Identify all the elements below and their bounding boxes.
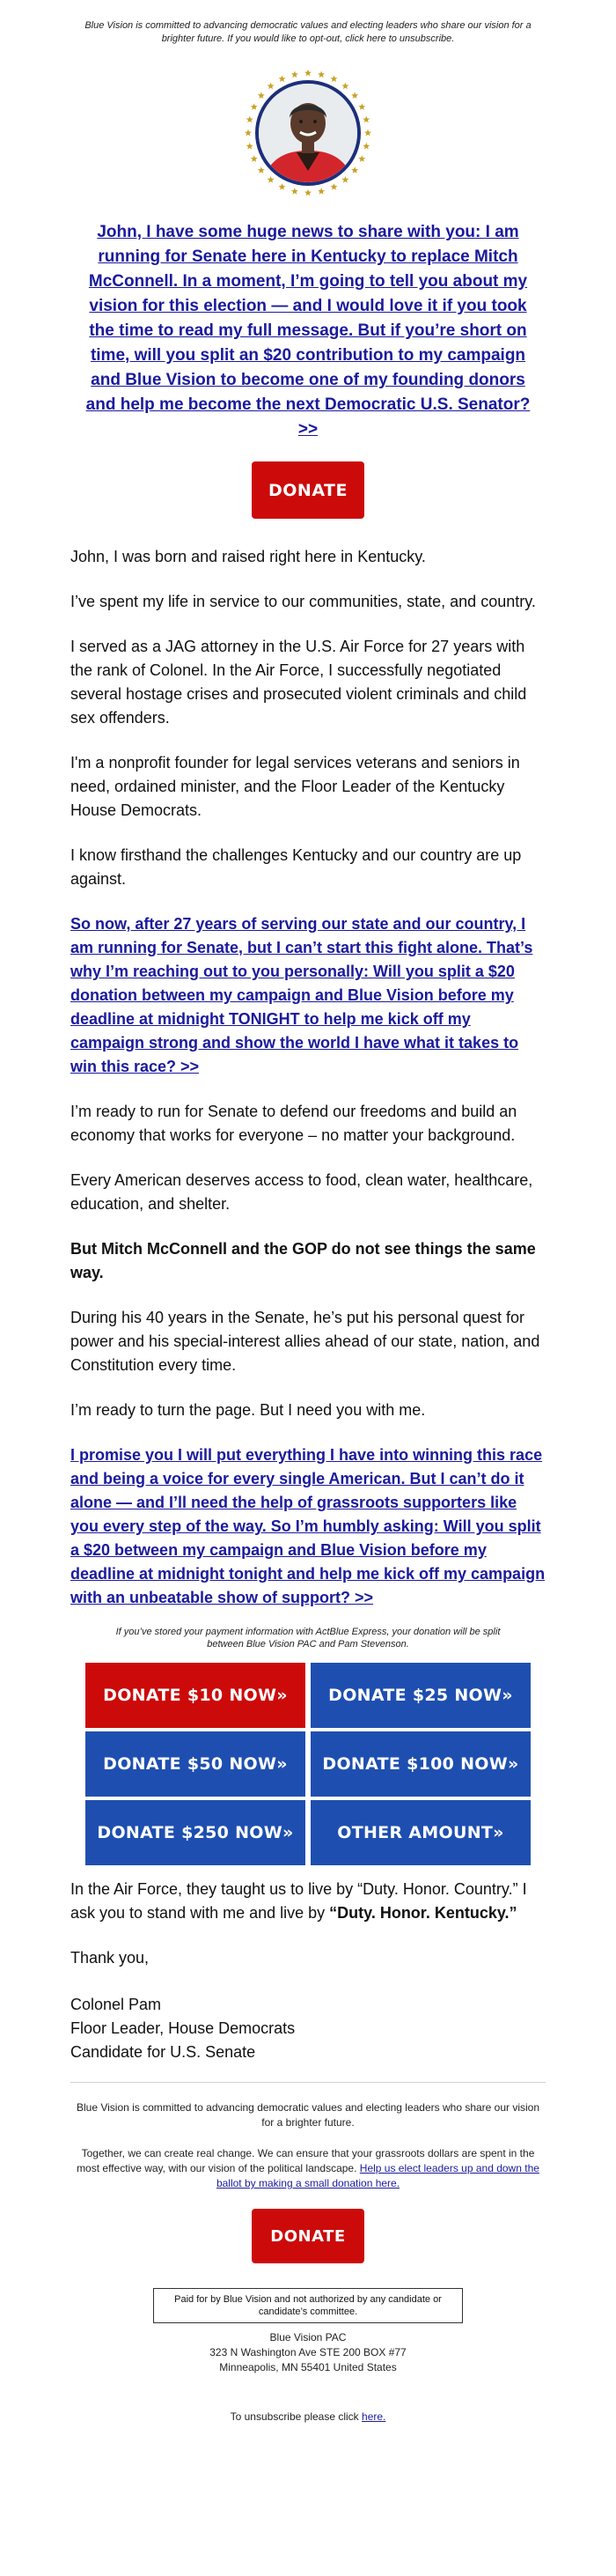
star-icon — [318, 188, 325, 195]
star-icon — [258, 92, 265, 99]
donate-100-button[interactable]: DONATE $100 NOW» — [311, 1731, 531, 1797]
signature-role: Candidate for U.S. Senate — [70, 2043, 256, 2061]
candidate-portrait-icon — [242, 67, 374, 199]
star-icon — [363, 143, 370, 150]
star-icon — [268, 83, 275, 90]
star-icon — [279, 76, 286, 83]
closing-motto-text: In the Air Force, they taught us to live by “Duty. Honor. Country.” I ask you to stand with me and live by — [70, 1880, 527, 1922]
candidate-photo — [242, 67, 374, 199]
address-org: Blue Vision PAC — [269, 2331, 347, 2343]
body-paragraph: Every American deserves access to food, clean water, healthcare, education, and shelter. — [70, 1171, 533, 1213]
star-icon — [358, 103, 365, 110]
star-icon — [291, 188, 298, 195]
star-icon — [351, 92, 358, 99]
star-icon — [268, 176, 275, 183]
body-paragraph-bold: But Mitch McConnell and the GOP do not see things the same way. — [70, 1240, 536, 1281]
email-body — [44, 0, 572, 2423]
body-paragraph: During his 40 years in the Senate, he’s put his personal quest for power and his special-interest allies ahead of our state, nation, and Constitution every time. — [70, 1309, 540, 1374]
donation-amount-grid — [85, 1663, 531, 1865]
body-paragraph: I served as a JAG attorney in the U.S. Air Force for 27 years with the rank of Colonel. In the Air Force, I successfully negotiated several hostage crises and prosecuted violent criminals and child sex offenders. — [70, 638, 527, 727]
star-icon — [279, 183, 286, 190]
star-icon — [364, 129, 371, 137]
body-paragraph: I know firsthand the challenges Kentucky and our country are up against. — [70, 846, 522, 888]
star-icon — [251, 155, 258, 162]
signature-name: Colonel Pam — [70, 1996, 162, 2013]
star-icon — [304, 189, 312, 196]
star-icon — [351, 166, 358, 173]
body-paragraph: John, I was born and raised right here in Kentucky. — [70, 548, 426, 565]
donation-appeal-link[interactable]: I promise you I will put everything I have into winning this race and being a voice for every single American. But I can’t do it alone — and I’ll need the help of grassroots supporters like you every step of the way. So I’m humbly asking: Will you split a $20 between my campaign and Blue Vision before my deadline at midnight tonight and help me kick off my campaign with an unbeatable show of support? >> — [70, 1446, 546, 1606]
star-icon — [331, 76, 338, 83]
donation-appeal-link[interactable]: So now, after 27 years of serving our state and our country, I am running for Senate, but I can’t start this fight alone. That’s why I’m reaching out to you personally: Will you split a $20 donation between my campaign and Blue Vision before my deadline at midnight TONIGHT to help me kick off my campaign strong and show the world I have what it takes to win this race? >> — [70, 915, 533, 1075]
star-icon — [258, 166, 265, 173]
star-icon — [304, 70, 312, 77]
unsubscribe-line — [44, 2410, 572, 2423]
closing-motto-bold: “Duty. Honor. Kentucky.” — [329, 1904, 517, 1922]
footer-donate-link[interactable]: Help us elect leaders up and down the ballot by making a small donation here. — [216, 2162, 539, 2189]
donate-250-button[interactable]: DONATE $250 NOW» — [85, 1800, 305, 1865]
star-icon — [291, 71, 298, 78]
donate-other-amount-button[interactable]: OTHER AMOUNT» — [311, 1800, 531, 1865]
unsubscribe-text: To unsubscribe please click — [230, 2410, 363, 2423]
star-icon — [318, 71, 325, 78]
star-icon — [341, 176, 348, 183]
preheader-text: Blue Vision is committed to advancing democratic values and electing leaders who share our vision for a brighter future. If you would like to opt-out, click here to unsubscribe. — [84, 20, 532, 44]
donate-25-button[interactable]: DONATE $25 NOW» — [311, 1663, 531, 1728]
address-street: 323 N Washington Ave STE 200 BOX #77 — [209, 2346, 407, 2358]
footer-together — [70, 2146, 546, 2191]
donate-50-button[interactable]: DONATE $50 NOW» — [85, 1731, 305, 1797]
closing-thanks: Thank you, — [70, 1949, 150, 1967]
star-icon — [358, 155, 365, 162]
donate-10-button[interactable]: DONATE $10 NOW» — [85, 1663, 305, 1728]
unsubscribe-link[interactable]: here. — [362, 2410, 386, 2423]
body-paragraph: I’m ready to run for Senate to defend our freedoms and build an economy that works for everyone – no matter your background. — [70, 1103, 517, 1144]
footer-mission: Blue Vision is committed to advancing democratic values and electing leaders who share our vision for a brighter future. — [76, 2101, 540, 2129]
body-paragraph: I’ve spent my life in service to our communities, state, and country. — [70, 593, 536, 610]
star-icon — [251, 103, 258, 110]
donate-button-top[interactable]: DONATE — [252, 461, 364, 519]
star-icon — [246, 116, 253, 123]
candidate-photo-container — [44, 67, 572, 199]
signature-title: Floor Leader, House Democrats — [70, 2019, 296, 2037]
donate-button-footer[interactable]: DONATE — [252, 2209, 364, 2263]
footer-divider — [70, 2082, 546, 2083]
footer-together-text: Together, we can create real change. We can ensure that your grassroots dollars are spent in the most effective way, with our vision of the political landscape. — [77, 2147, 535, 2174]
star-icon — [245, 129, 252, 137]
star-icon — [331, 183, 338, 190]
star-icon — [341, 83, 348, 90]
body-paragraph: I’m ready to turn the page. But I need you with me. — [70, 1401, 426, 1419]
star-icon — [246, 143, 253, 150]
closing-motto — [70, 1878, 546, 1925]
address-city: Minneapolis, MN 55401 United States — [219, 2361, 397, 2373]
lead-donation-link[interactable]: John, I have some huge news to share with you: I am running for Senate here in Kentucky to replace Mitch McConnell. In a moment, I’m going to tell you about my vision for this election — and I would love it if you took the time to read my full message. But if you’re short on time, will you split an $20 contribution to my campaign and Blue Vision to become one of my founding donors and help me become the next Democratic U.S. Senator? >> — [85, 223, 531, 439]
body-paragraph: I'm a nonprofit founder for legal services veterans and seniors in need, ordained minister, and the Floor Leader of the Kentucky House Democrats. — [70, 754, 520, 819]
star-icon — [363, 116, 370, 123]
actblue-note: If you’ve stored your payment information with ActBlue Express, your donation will be split between Blue Vision PAC and Pam Stevenson. — [115, 1627, 501, 1650]
paid-for-disclaimer: Paid for by Blue Vision and not authorized by any candidate or candidate’s committee. — [153, 2288, 463, 2323]
